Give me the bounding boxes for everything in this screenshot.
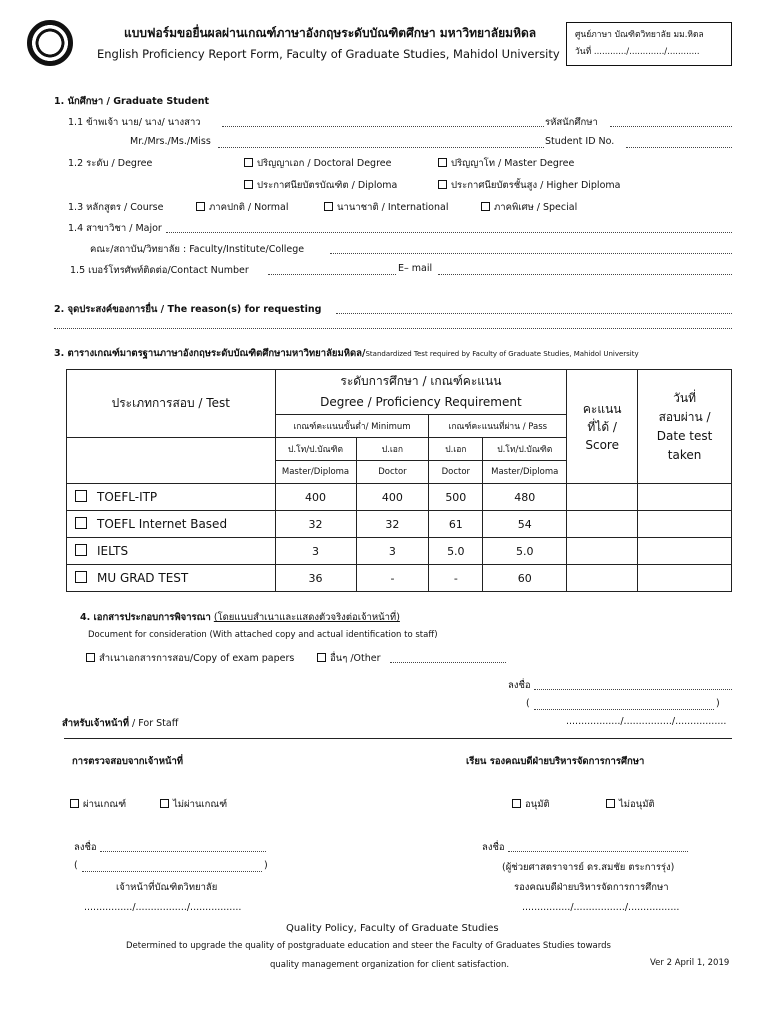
section4-heading: 4. เอกสารประกอบการพิจารณา (โดยแนบสำเนาและแสดงตัวจริงต่อเจ้าหน้าที่)	[80, 612, 400, 623]
staff-name-paren-close: )	[264, 860, 268, 871]
checkbox-icon[interactable]	[438, 158, 447, 167]
min-doctor-header: ป.เอก	[356, 438, 429, 461]
minimum-score-header: เกณฑ์คะแนนขั้นต่ำ/ Minimum	[275, 415, 429, 438]
staff-sign-label: ลงชื่อ	[74, 842, 97, 853]
table-row	[67, 565, 732, 592]
fail-option[interactable]: ไม่ผ่านเกณฑ์	[160, 797, 227, 812]
test-option-ielts[interactable]: IELTS	[67, 538, 276, 565]
table-row	[67, 511, 732, 538]
dean-name: (ผู้ช่วยศาสตราจารย์ ดร.สมชัย ตระการรุ่ง)	[502, 862, 675, 873]
pass-option[interactable]: ผ่านเกณฑ์	[70, 797, 126, 812]
student-id-field-en[interactable]	[626, 147, 732, 148]
contact-number-label: 1.5 เบอร์โทรศัพท์ติดต่อ/Contact Number	[70, 265, 249, 276]
cell-pass-master: 480	[483, 484, 567, 511]
degree-label: 1.2 ระดับ / Degree	[68, 158, 153, 169]
name-field[interactable]	[222, 126, 544, 127]
staff-role-label: เจ้าหน้าที่บัณฑิตวิทยาลัย	[116, 882, 218, 893]
test-column-header: ประเภทการสอบ / Test	[67, 370, 276, 438]
quality-policy-title: Quality Policy, Faculty of Graduate Studies	[286, 923, 499, 934]
checkbox-icon[interactable]	[75, 571, 87, 583]
staff-sign-field[interactable]	[100, 851, 266, 852]
test-option-toefl-ibt[interactable]: TOEFL Internet Based	[67, 511, 276, 538]
quality-policy-line1: Determined to upgrade the quality of postgraduate education and steer the Faculty of Graduates Studies towards	[126, 941, 611, 951]
stamp-date-line: วันที่ ............/............./............	[575, 47, 700, 57]
degree-master-option[interactable]: ปริญญาโท / Master Degree	[438, 156, 574, 171]
test-option-mu-grad[interactable]: MU GRAD TEST	[67, 565, 276, 592]
checkbox-icon[interactable]	[324, 202, 333, 211]
checkbox-icon[interactable]	[75, 517, 87, 529]
checkbox-icon[interactable]	[196, 202, 205, 211]
to-vice-dean-label: เรียน รองคณบดีฝ่ายบริหารจัดการการศึกษา	[466, 756, 645, 767]
score-input-cell[interactable]	[567, 538, 638, 565]
cell-min-master: 36	[275, 565, 356, 592]
checkbox-icon[interactable]	[160, 799, 169, 808]
checkbox-icon[interactable]	[70, 799, 79, 808]
student-id-label-en: Student ID No.	[545, 136, 615, 147]
date-input-cell[interactable]	[638, 565, 732, 592]
cell-pass-doctor: 500	[429, 484, 483, 511]
email-field[interactable]	[438, 274, 732, 275]
dean-date-field[interactable]: ................/................./.................	[522, 902, 680, 913]
test-header-filler	[67, 438, 276, 484]
min-master-header-en: Master/Diploma	[275, 461, 356, 484]
approve-option[interactable]: อนุมัติ	[512, 797, 550, 812]
score-column-header: คะแนน ที่ได้ / Score	[567, 370, 638, 484]
cell-min-doctor: -	[356, 565, 429, 592]
table-row	[67, 538, 732, 565]
cell-min-doctor: 32	[356, 511, 429, 538]
pass-score-header: เกณฑ์คะแนนที่ผ่าน / Pass	[429, 415, 567, 438]
date-input-cell[interactable]	[638, 484, 732, 511]
major-label: 1.4 สาขาวิชา / Major	[68, 223, 162, 234]
doc-other-option[interactable]: อื่นๆ /Other	[317, 651, 381, 666]
student-sign-label: ลงชื่อ	[508, 680, 531, 691]
student-date-field[interactable]: ................../................/.................	[566, 716, 727, 727]
cell-min-doctor: 3	[356, 538, 429, 565]
mahidol-university-seal-icon	[27, 20, 73, 66]
cell-pass-doctor: -	[429, 565, 483, 592]
dean-role-label: รองคณบดีฝ่ายบริหารจัดการการศึกษา	[514, 882, 669, 893]
min-doctor-header-en: Doctor	[356, 461, 429, 484]
cell-pass-master: 54	[483, 511, 567, 538]
student-id-field-th[interactable]	[610, 126, 732, 127]
doc-other-field[interactable]	[390, 662, 506, 663]
cell-min-master: 400	[275, 484, 356, 511]
for-staff-label: สำหรับเจ้าหน้าที่ / For Staff	[62, 718, 179, 729]
checkbox-icon[interactable]	[75, 490, 87, 502]
email-label: E– mail	[398, 263, 433, 274]
dean-sign-label: ลงชื่อ	[482, 842, 505, 853]
checkbox-icon[interactable]	[606, 799, 615, 808]
form-title-english: English Proficiency Report Form, Faculty of Graduate Studies, Mahidol University	[97, 47, 560, 61]
pass-doctor-header-en: Doctor	[429, 461, 483, 484]
version-label: Ver 2 April 1, 2019	[650, 958, 730, 968]
checkbox-icon[interactable]	[244, 180, 253, 189]
language-center-stamp-box	[566, 22, 732, 66]
degree-higher-diploma-option[interactable]: ประกาศนียบัตรชั้นสูง / Higher Diploma	[438, 178, 620, 193]
min-master-header: ป.โท/ป.บัณฑิต	[275, 438, 356, 461]
staff-name-paren-open: (	[74, 860, 78, 871]
faculty-label: คณะ/สถาบัน/วิทยาลัย : Faculty/Institute/College	[90, 244, 305, 255]
requirement-column-header: ระดับการศึกษา / เกณฑ์คะแนน Degree / Proficiency Requirement	[275, 370, 567, 415]
student-name-paren-close: )	[716, 698, 720, 709]
dean-sign-field[interactable]	[508, 851, 688, 852]
section3-heading: 3. ตารางเกณฑ์มาตรฐานภาษาอังกฤษระดับบัณฑิตศึกษามหาวิทยาลัยมหิดล/Standardized Test required by Faculty of Graduate Studies, Mahidol University	[54, 348, 639, 359]
score-input-cell[interactable]	[567, 511, 638, 538]
checkbox-icon[interactable]	[438, 180, 447, 189]
student-name-field[interactable]	[534, 709, 714, 710]
checkbox-icon[interactable]	[481, 202, 490, 211]
date-input-cell[interactable]	[638, 538, 732, 565]
table-row	[67, 484, 732, 511]
staff-name-field[interactable]	[82, 871, 262, 872]
pass-master-header-en: Master/Diploma	[483, 461, 567, 484]
degree-doctoral-option[interactable]: ปริญญาเอก / Doctoral Degree	[244, 156, 391, 171]
name-label: 1.1 ข้าพเจ้า นาย/ นาง/ นางสาว	[68, 117, 201, 128]
section2-heading: 2. จุดประสงค์ของการยื่น / The reason(s) for requesting	[54, 304, 322, 315]
checkbox-icon[interactable]	[512, 799, 521, 808]
checkbox-icon[interactable]	[86, 653, 95, 662]
faculty-field[interactable]	[330, 253, 732, 254]
form-title-thai: แบบฟอร์มขอยื่นผลผ่านเกณฑ์ภาษาอังกฤษระดับบัณฑิตศึกษา มหาวิทยาลัยมหิดล	[124, 26, 537, 40]
checkbox-icon[interactable]	[75, 544, 87, 556]
checkbox-icon[interactable]	[244, 158, 253, 167]
score-input-cell[interactable]	[567, 565, 638, 592]
score-input-cell[interactable]	[567, 484, 638, 511]
reject-option[interactable]: ไม่อนุมัติ	[606, 797, 655, 812]
section1-heading: 1. นักศึกษา / Graduate Student	[54, 96, 210, 107]
cell-min-master: 32	[275, 511, 356, 538]
staff-date-field[interactable]: ................/................./.................	[84, 902, 242, 913]
major-field[interactable]	[166, 232, 732, 233]
course-special-option[interactable]: ภาคพิเศษ / Special	[481, 200, 577, 215]
cell-pass-master: 5.0	[483, 538, 567, 565]
degree-diploma-option[interactable]: ประกาศนียบัตรบัณฑิต / Diploma	[244, 178, 397, 193]
checkbox-icon[interactable]	[317, 653, 326, 662]
name-field-en[interactable]	[218, 147, 544, 148]
stamp-line-1: ศูนย์ภาษา บัณฑิตวิทยาลัย มม.หิดล	[575, 30, 704, 40]
cell-pass-doctor: 61	[429, 511, 483, 538]
requirements-table	[66, 369, 732, 592]
cell-pass-doctor: 5.0	[429, 538, 483, 565]
contact-number-field[interactable]	[268, 274, 396, 275]
cell-min-master: 3	[275, 538, 356, 565]
pass-master-header: ป.โท/ป.บัณฑิต	[483, 438, 567, 461]
date-test-taken-column-header: วันที่ สอบผ่าน / Date test taken	[638, 370, 732, 484]
doc-copy-option[interactable]: สำเนาเอกสารการสอบ/Copy of exam papers	[86, 651, 294, 666]
student-id-label-th: รหัสนักศึกษา	[545, 117, 598, 128]
reason-field-line2[interactable]	[54, 328, 732, 329]
pass-doctor-header: ป.เอก	[429, 438, 483, 461]
date-input-cell[interactable]	[638, 511, 732, 538]
staff-divider	[64, 738, 732, 739]
cell-min-doctor: 400	[356, 484, 429, 511]
name-label-en: Mr./Mrs./Ms./Miss	[130, 136, 211, 147]
staff-check-title: การตรวจสอบจากเจ้าหน้าที่	[72, 756, 184, 767]
test-option-toefl-itp[interactable]: TOEFL-ITP	[67, 484, 276, 511]
quality-policy-line2: quality management organization for client satisfaction.	[270, 960, 510, 970]
student-sign-field[interactable]	[534, 689, 732, 690]
student-name-paren-open: (	[526, 698, 530, 709]
course-label: 1.3 หลักสูตร / Course	[68, 202, 164, 213]
course-international-option[interactable]: นานาชาติ / International	[324, 200, 448, 215]
course-normal-option[interactable]: ภาคปกติ / Normal	[196, 200, 289, 215]
section4-subtitle: Document for consideration (With attached copy and actual identification to staff)	[88, 630, 438, 640]
cell-pass-master: 60	[483, 565, 567, 592]
reason-field-line1[interactable]	[336, 313, 732, 314]
